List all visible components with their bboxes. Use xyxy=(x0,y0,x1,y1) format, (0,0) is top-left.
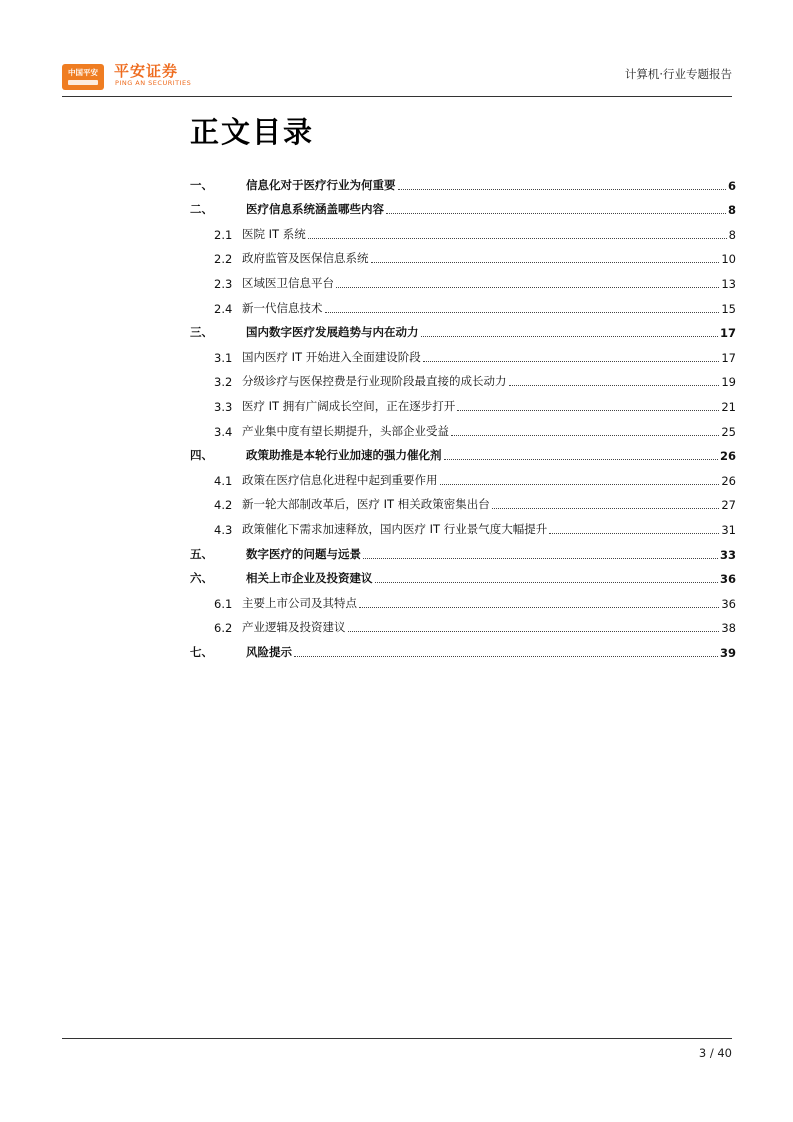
toc-entry-page: 21 xyxy=(721,399,736,414)
company-name-en: PING AN SECURITIES xyxy=(115,79,192,87)
toc-entry-page: 38 xyxy=(721,621,736,636)
toc-entry-number: 3.1 xyxy=(214,350,233,365)
toc-entry-number: 6.2 xyxy=(214,621,233,636)
toc-entry-number: 2.2 xyxy=(214,252,233,267)
toc-dot-leader xyxy=(363,557,718,559)
toc-entry-number: 六、 xyxy=(190,571,213,586)
toc-section-entry[interactable] xyxy=(190,512,736,537)
toc-entry-label: 医院 IT 系统 xyxy=(242,226,306,241)
toc-entry-page: 31 xyxy=(721,522,736,537)
table-of-contents xyxy=(190,168,736,660)
toc-entry-label: 国内数字医疗发展趋势与内在动力 xyxy=(246,325,419,340)
toc-section-entry[interactable] xyxy=(190,340,736,365)
toc-entry-page: 13 xyxy=(721,276,736,291)
toc-entry-page: 15 xyxy=(721,301,736,316)
logo-badge-text: 中国平安 xyxy=(68,68,98,77)
toc-chapter-entry[interactable] xyxy=(190,168,736,193)
toc-entry-number: 6.1 xyxy=(214,596,233,611)
toc-dot-leader xyxy=(451,434,719,436)
toc-section-entry[interactable] xyxy=(190,586,736,611)
toc-entry-label: 医疗信息系统涵盖哪些内容 xyxy=(246,202,384,217)
toc-dot-leader xyxy=(325,311,720,313)
toc-entry-page: 39 xyxy=(719,645,736,660)
toc-chapter-entry[interactable] xyxy=(190,537,736,562)
toc-entry-page: 33 xyxy=(719,547,736,562)
toc-section-entry[interactable] xyxy=(190,611,736,636)
toc-section-entry[interactable] xyxy=(190,488,736,513)
toc-entry-page: 10 xyxy=(721,252,736,267)
toc-dot-leader xyxy=(375,581,718,583)
toc-entry-number: 七、 xyxy=(190,644,213,659)
toc-section-entry[interactable] xyxy=(190,217,736,242)
toc-entry-page: 27 xyxy=(721,498,736,513)
toc-dot-leader xyxy=(348,630,720,632)
toc-entry-number: 4.3 xyxy=(214,522,233,537)
toc-dot-leader xyxy=(294,655,718,657)
page-number: 3 / 40 xyxy=(698,1046,732,1060)
toc-section-entry[interactable] xyxy=(190,414,736,439)
toc-dot-leader xyxy=(398,188,726,190)
toc-dot-leader xyxy=(492,507,720,509)
toc-chapter-entry[interactable] xyxy=(190,439,736,464)
toc-dot-leader xyxy=(421,335,718,337)
toc-section-entry[interactable] xyxy=(190,365,736,390)
toc-entry-number: 一、 xyxy=(190,177,213,192)
page-header xyxy=(62,58,732,94)
toc-entry-label: 医疗 IT 拥有广阔成长空间，正在逐步打开 xyxy=(242,398,456,413)
toc-entry-page: 8 xyxy=(728,227,736,242)
ping-an-logo-badge xyxy=(62,64,104,90)
toc-dot-leader xyxy=(308,237,727,239)
toc-entry-page: 19 xyxy=(721,375,736,390)
toc-entry-label: 区域医卫信息平台 xyxy=(242,275,334,290)
toc-entry-label: 主要上市公司及其特点 xyxy=(242,595,357,610)
page-title: 正文目录 xyxy=(190,115,315,149)
toc-entry-page: 17 xyxy=(721,350,736,365)
toc-entry-label: 信息化对于医疗行业为何重要 xyxy=(246,177,396,192)
toc-dot-leader xyxy=(444,458,718,460)
toc-chapter-entry[interactable] xyxy=(190,316,736,341)
toc-entry-number: 五、 xyxy=(190,546,213,561)
toc-entry-number: 2.4 xyxy=(214,301,233,316)
toc-entry-number: 三、 xyxy=(190,325,213,340)
toc-entry-page: 25 xyxy=(721,424,736,439)
toc-entry-number: 4.1 xyxy=(214,473,233,488)
company-name-cn: 平安证券 xyxy=(114,62,179,80)
toc-entry-label: 新一轮大部制改革后，医疗 IT 相关政策密集出台 xyxy=(242,497,490,512)
footer-divider xyxy=(62,1038,732,1039)
toc-entry-number: 2.3 xyxy=(214,276,233,291)
toc-entry-label: 新一代信息技术 xyxy=(242,300,323,315)
toc-dot-leader xyxy=(336,286,719,288)
toc-dot-leader xyxy=(386,212,726,214)
toc-entry-page: 6 xyxy=(727,178,736,193)
header-divider xyxy=(62,96,732,97)
toc-dot-leader xyxy=(440,483,720,485)
toc-entry-number: 四、 xyxy=(190,448,213,463)
toc-dot-leader xyxy=(457,409,719,411)
toc-dot-leader xyxy=(371,261,720,263)
toc-chapter-entry[interactable] xyxy=(190,193,736,218)
toc-dot-leader xyxy=(509,384,720,386)
toc-entry-label: 产业集中度有望长期提升，头部企业受益 xyxy=(242,423,449,438)
toc-section-entry[interactable] xyxy=(190,291,736,316)
toc-entry-label: 数字医疗的问题与远景 xyxy=(246,546,361,561)
toc-entry-number: 3.3 xyxy=(214,399,233,414)
toc-entry-label: 分级诊疗与医保控费是行业现阶段最直接的成长动力 xyxy=(242,374,507,389)
logo-badge-stripe xyxy=(68,80,98,85)
toc-entry-number: 二、 xyxy=(190,202,213,217)
toc-entry-page: 26 xyxy=(719,449,736,464)
toc-section-entry[interactable] xyxy=(190,266,736,291)
toc-entry-label: 政策催化下需求加速释放，国内医疗 IT 行业景气度大幅提升 xyxy=(242,521,548,536)
toc-entry-number: 3.2 xyxy=(214,375,233,390)
toc-entry-number: 3.4 xyxy=(214,424,233,439)
toc-dot-leader xyxy=(549,532,719,534)
toc-entry-page: 36 xyxy=(719,572,736,587)
toc-entry-page: 8 xyxy=(727,203,736,218)
toc-entry-label: 政府监管及医保信息系统 xyxy=(242,251,369,266)
toc-dot-leader xyxy=(359,606,719,608)
toc-chapter-entry[interactable] xyxy=(190,562,736,587)
toc-entry-page: 36 xyxy=(721,596,736,611)
toc-entry-label: 相关上市企业及投资建议 xyxy=(246,571,373,586)
toc-section-entry[interactable] xyxy=(190,389,736,414)
report-type: 计算机·行业专题报告 xyxy=(624,67,732,81)
toc-entry-label: 政策在医疗信息化进程中起到重要作用 xyxy=(242,472,438,487)
toc-entry-page: 17 xyxy=(719,326,736,341)
toc-entry-label: 政策助推是本轮行业加速的强力催化剂 xyxy=(246,448,442,463)
toc-entry-number: 4.2 xyxy=(214,498,233,513)
toc-entry-label: 风险提示 xyxy=(246,644,292,659)
toc-entry-label: 国内医疗 IT 开始进入全面建设阶段 xyxy=(242,349,421,364)
toc-entry-number: 2.1 xyxy=(214,227,233,242)
toc-entry-label: 产业逻辑及投资建议 xyxy=(242,620,346,635)
toc-entry-page: 26 xyxy=(721,473,736,488)
toc-section-entry[interactable] xyxy=(190,463,736,488)
toc-dot-leader xyxy=(423,360,720,362)
toc-section-entry[interactable] xyxy=(190,242,736,267)
toc-chapter-entry[interactable] xyxy=(190,635,736,660)
